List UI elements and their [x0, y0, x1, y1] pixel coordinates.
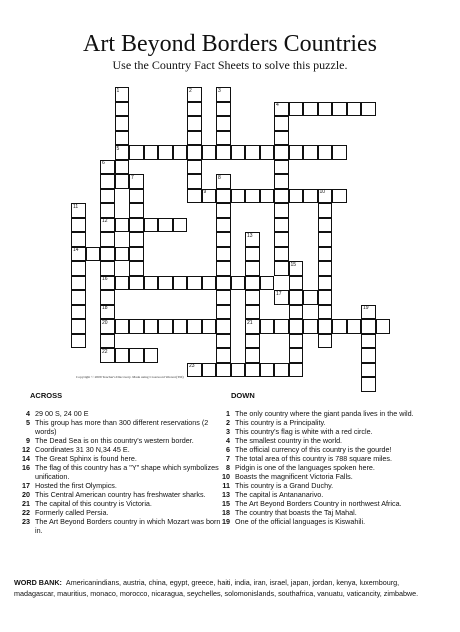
down-clue [216, 445, 441, 454]
grid-cell[interactable] [216, 247, 231, 262]
grid-cell[interactable] [274, 290, 289, 305]
grid-cell[interactable] [71, 290, 86, 305]
grid-cell[interactable] [303, 145, 318, 160]
clue-number: 4 [226, 436, 230, 445]
grid-cell[interactable] [100, 290, 115, 305]
grid-cell[interactable] [361, 102, 376, 117]
grid-cell[interactable] [71, 232, 86, 247]
down-clue [216, 454, 441, 463]
grid-cell[interactable] [187, 189, 202, 204]
cell-number: 23 [189, 363, 195, 369]
grid-cell[interactable] [129, 218, 144, 233]
cell-number: 13 [247, 232, 253, 239]
clue-text: The Art Beyond Borders country in which Mozart was born in. [35, 517, 221, 535]
across-clue [16, 490, 221, 499]
grid-cell[interactable] [216, 174, 231, 189]
grid-cell[interactable] [274, 116, 289, 131]
across-clue [16, 481, 221, 490]
clue-text: This country is a Grand Duchy. [235, 481, 334, 490]
grid-cell[interactable] [129, 203, 144, 218]
grid-cell[interactable] [332, 189, 347, 204]
cell-number: 21 [247, 319, 253, 326]
grid-cell[interactable] [115, 247, 130, 262]
grid-cell[interactable] [289, 319, 304, 334]
grid-cell[interactable] [245, 189, 260, 204]
grid-cell[interactable] [86, 247, 101, 262]
puzzle-subtitle: Use the Country Fact Sheets to solve this puzzle. [112, 58, 348, 72]
clue-number: 8 [226, 463, 230, 472]
grid-cell[interactable] [115, 174, 130, 189]
grid-cell[interactable] [144, 348, 159, 363]
down-clue [216, 427, 441, 436]
grid-cell[interactable] [173, 319, 188, 334]
grid-cell[interactable] [231, 363, 246, 378]
cell-number: 12 [102, 218, 108, 224]
down-clue [216, 409, 441, 418]
grid-cell[interactable] [318, 145, 333, 160]
grid-cell[interactable] [71, 218, 86, 233]
clue-number: 17 [22, 481, 30, 490]
grid-cell[interactable] [361, 334, 376, 349]
grid-cell[interactable] [361, 348, 376, 363]
grid-cell[interactable] [129, 276, 144, 291]
clue-text: The capital of this country is Victoria. [35, 499, 152, 508]
clue-number: 18 [222, 508, 230, 517]
cell-number: 4 [276, 102, 279, 108]
grid-cell[interactable] [71, 261, 86, 276]
clue-number: 14 [22, 454, 30, 463]
down-clues [216, 409, 441, 526]
cell-number: 17 [276, 290, 282, 297]
grid-cell[interactable] [289, 261, 304, 276]
grid-cell[interactable] [129, 145, 144, 160]
clue-number: 21 [22, 499, 30, 508]
across-clue [16, 463, 221, 481]
clue-text: The only country where the giant panda lives in the wild. [235, 409, 414, 418]
word-bank-label: WORD BANK: [14, 578, 62, 587]
grid-cell[interactable] [216, 189, 231, 204]
grid-cell[interactable] [231, 145, 246, 160]
across-clue [16, 517, 221, 535]
grid-cell[interactable] [71, 319, 86, 334]
grid-cell[interactable] [100, 334, 115, 349]
grid-cell[interactable] [231, 276, 246, 291]
cell-number: 15 [290, 261, 297, 268]
across-heading: ACROSS [30, 391, 63, 400]
grid-cell[interactable] [129, 348, 144, 363]
across-clue [16, 499, 221, 508]
grid-cell[interactable] [129, 174, 144, 189]
grid-cell[interactable] [144, 218, 159, 233]
grid-cell[interactable] [115, 131, 130, 146]
clue-number: 5 [26, 418, 30, 427]
grid-cell[interactable] [318, 102, 333, 117]
clue-number: 22 [22, 508, 30, 517]
grid-cell[interactable] [274, 232, 289, 247]
grid-cell[interactable] [274, 160, 289, 175]
grid-cell[interactable] [216, 276, 231, 291]
grid-cell[interactable] [158, 276, 173, 291]
grid-cell[interactable] [129, 232, 144, 247]
grid-cell[interactable] [274, 247, 289, 262]
clue-text: The Great Sphinx is found here. [35, 454, 137, 463]
grid-cell[interactable] [260, 276, 275, 291]
grid-cell[interactable] [100, 189, 115, 204]
grid-cell[interactable] [289, 145, 304, 160]
clue-text: The official currency of this country is the gourde! [235, 445, 392, 454]
grid-cell[interactable] [289, 276, 304, 291]
grid-cell[interactable] [216, 348, 231, 363]
grid-cell[interactable] [245, 232, 260, 247]
clue-number: 3 [226, 427, 230, 436]
grid-cell[interactable] [245, 334, 260, 349]
grid-cell[interactable] [216, 319, 231, 334]
clue-text: This group has more than 300 different reservations (2 words) [35, 418, 209, 436]
grid-cell[interactable] [318, 276, 333, 291]
grid-cell[interactable] [245, 348, 260, 363]
grid-cell[interactable] [202, 276, 217, 291]
grid-cell[interactable] [129, 189, 144, 204]
grid-cell[interactable] [376, 319, 391, 334]
grid-cell[interactable] [129, 247, 144, 262]
grid-cell[interactable] [202, 319, 217, 334]
grid-cell[interactable] [245, 305, 260, 320]
down-clue [216, 472, 441, 481]
cell-number: 18 [102, 305, 108, 311]
across-clue [16, 454, 221, 463]
across-clues [16, 409, 221, 535]
cell-number: 22 [102, 348, 108, 355]
grid-cell[interactable] [187, 363, 202, 378]
grid-cell[interactable] [100, 160, 115, 175]
grid-cell[interactable] [115, 87, 130, 102]
clue-text: Pidgin is one of the languages spoken here. [235, 463, 375, 472]
grid-cell[interactable] [318, 203, 333, 218]
grid-cell[interactable] [173, 276, 188, 291]
grid-cell[interactable] [274, 145, 289, 160]
cell-number: 20 [102, 319, 108, 326]
cell-number: 8 [218, 174, 221, 181]
clue-number: 7 [226, 454, 230, 463]
clue-text: 29 00 S, 24 00 E [35, 409, 89, 418]
cell-number: 9 [203, 189, 207, 195]
grid-cell[interactable] [318, 218, 333, 233]
clue-text: This Central American country has freshwater sharks. [35, 490, 206, 499]
grid-cell[interactable] [332, 319, 347, 334]
grid-cell[interactable] [289, 102, 304, 117]
grid-cell[interactable] [129, 261, 144, 276]
grid-cell[interactable] [129, 319, 144, 334]
grid-cell[interactable] [187, 116, 202, 131]
across-clue [16, 508, 221, 517]
grid-cell[interactable] [245, 290, 260, 305]
down-clue [216, 418, 441, 427]
down-clue [216, 517, 441, 526]
clue-number: 11 [222, 481, 230, 490]
across-clue [16, 436, 221, 445]
cell-number: 11 [73, 203, 79, 210]
grid-cell[interactable] [274, 174, 289, 189]
down-clue [216, 436, 441, 445]
grid-cell[interactable] [231, 189, 246, 204]
down-clue [216, 463, 441, 472]
grid-cell[interactable] [361, 305, 376, 320]
clue-number: 2 [226, 418, 230, 427]
clue-number: 4 [26, 409, 30, 418]
clue-text: Hosted the first Olympics. [35, 481, 117, 490]
grid-cell[interactable] [318, 232, 333, 247]
word-bank-words: Americanindians, austria, china, egypt, greece, haiti, india, iran, israel, japan, jordan, kenya, luxembourg, madagascar, mauritius, monaco, morocco, nicaragua, seychelles, solomonislands, southafrica, vanuatu, vaticancity, zimbabwe. [14, 578, 419, 598]
grid-cell[interactable] [216, 102, 231, 117]
down-clue [216, 481, 441, 490]
cell-number: 3 [218, 87, 221, 94]
grid-cell[interactable] [303, 319, 318, 334]
across-clue [16, 418, 221, 436]
clue-text: One of the official languages is Kiswahili. [235, 517, 366, 526]
grid-cell[interactable] [71, 203, 86, 218]
grid-cell[interactable] [216, 363, 231, 378]
clue-number: 6 [226, 445, 230, 454]
grid-cell[interactable] [100, 261, 115, 276]
cell-number: 19 [363, 305, 369, 311]
clue-text: The Dead Sea is on this country's western border. [35, 436, 194, 445]
grid-cell[interactable] [216, 334, 231, 349]
grid-cell[interactable] [100, 276, 115, 291]
grid-cell[interactable] [289, 334, 304, 349]
grid-cell[interactable] [332, 145, 347, 160]
grid-cell[interactable] [260, 363, 275, 378]
grid-cell[interactable] [187, 102, 202, 117]
clue-text: This country is a Principality. [235, 418, 326, 427]
grid-cell[interactable] [216, 145, 231, 160]
grid-cell[interactable] [187, 319, 202, 334]
clue-number: 23 [22, 517, 30, 526]
grid-cell[interactable] [202, 145, 217, 160]
cell-number: 16 [102, 276, 108, 282]
cell-number: 14 [73, 247, 79, 253]
grid-cell[interactable] [158, 218, 173, 233]
grid-cell[interactable] [274, 261, 289, 276]
grid-cell[interactable] [71, 305, 86, 320]
clue-text: The smallest country in the world. [235, 436, 343, 445]
grid-cell[interactable] [274, 218, 289, 233]
grid-cell[interactable] [303, 290, 318, 305]
grid-cell[interactable] [115, 145, 130, 160]
grid-cell[interactable] [216, 203, 231, 218]
grid-cell[interactable] [71, 334, 86, 349]
grid-cell[interactable] [274, 102, 289, 117]
grid-cell[interactable] [115, 348, 130, 363]
down-clue [216, 508, 441, 517]
cell-number: 1 [116, 87, 120, 94]
cell-number: 7 [131, 174, 134, 181]
grid-cell[interactable] [115, 319, 130, 334]
clue-number: 19 [222, 517, 230, 526]
grid-cell[interactable] [187, 87, 202, 102]
grid-cell[interactable] [274, 363, 289, 378]
grid-cell[interactable] [187, 131, 202, 146]
grid-cell[interactable] [245, 261, 260, 276]
clue-text: Formerly called Persia. [35, 508, 109, 517]
grid-cell[interactable] [187, 160, 202, 175]
down-clue [216, 499, 441, 508]
grid-cell[interactable] [115, 102, 130, 117]
puzzle-title: Art Beyond Borders Countries [83, 31, 377, 57]
clue-text: The total area of this country is 788 square miles. [235, 454, 393, 463]
grid-cell[interactable] [318, 261, 333, 276]
grid-cell[interactable] [144, 145, 159, 160]
clue-text: The flag of this country has a "Y" shape which symbolizes unification. [35, 463, 219, 481]
down-clue [216, 490, 441, 499]
grid-cell[interactable] [100, 247, 115, 262]
cell-number: 5 [116, 145, 120, 152]
grid-cell[interactable] [216, 232, 231, 247]
clue-number: 12 [22, 445, 30, 454]
grid-cell[interactable] [318, 334, 333, 349]
grid-cell[interactable] [216, 305, 231, 320]
grid-cell[interactable] [100, 319, 115, 334]
clue-text: The Art Beyond Borders Country in northwest Africa. [235, 499, 402, 508]
grid-cell[interactable] [361, 319, 376, 334]
grid-cell[interactable] [274, 189, 289, 204]
grid-cell[interactable] [187, 145, 202, 160]
grid-cell[interactable] [144, 319, 159, 334]
cell-number: 6 [102, 160, 105, 166]
grid-cell[interactable] [71, 276, 86, 291]
grid-cell[interactable] [245, 247, 260, 262]
grid-cell[interactable] [289, 305, 304, 320]
grid-cell[interactable] [115, 218, 130, 233]
grid-cell[interactable] [158, 145, 173, 160]
grid-cell[interactable] [100, 232, 115, 247]
clue-number: 20 [22, 490, 30, 499]
grid-cell[interactable] [361, 363, 376, 378]
grid-cell[interactable] [216, 290, 231, 305]
grid-cell[interactable] [71, 247, 86, 262]
grid-cell[interactable] [274, 203, 289, 218]
grid-cell[interactable] [100, 305, 115, 320]
across-clue [16, 409, 221, 418]
across-clue [16, 445, 221, 454]
clue-text: Coordinates 31 30 N,34 45 E. [35, 445, 130, 454]
grid-cell[interactable] [158, 319, 173, 334]
clue-number: 1 [226, 409, 230, 418]
grid-cell[interactable] [144, 276, 159, 291]
clue-number: 9 [26, 436, 30, 445]
clue-text: Boasts the magnificent Victoria Falls. [235, 472, 353, 481]
grid-cell[interactable] [289, 189, 304, 204]
grid-cell[interactable] [245, 276, 260, 291]
clue-text: The country that boasts the Taj Mahal. [235, 508, 357, 517]
clue-text: The capital is Antananarivo. [235, 490, 324, 499]
grid-cell[interactable] [173, 218, 188, 233]
grid-cell[interactable] [100, 218, 115, 233]
grid-cell[interactable] [289, 290, 304, 305]
grid-cell[interactable] [347, 319, 362, 334]
clue-text: This country's flag is white with a red circle. [235, 427, 373, 436]
grid-cell[interactable] [245, 363, 260, 378]
grid-cell[interactable] [303, 102, 318, 117]
grid-cell[interactable] [245, 145, 260, 160]
down-heading: DOWN [231, 391, 255, 400]
grid-cell[interactable] [260, 319, 275, 334]
grid-cell[interactable] [303, 189, 318, 204]
clue-number: 16 [22, 463, 30, 472]
grid-cell[interactable] [216, 261, 231, 276]
grid-cell[interactable] [216, 116, 231, 131]
grid-cell[interactable] [260, 189, 275, 204]
grid-cell[interactable] [289, 348, 304, 363]
grid-cell[interactable] [361, 377, 376, 392]
grid-cell[interactable] [318, 189, 333, 204]
grid-cell[interactable] [187, 174, 202, 189]
grid-cell[interactable] [216, 87, 231, 102]
cell-number: 2 [189, 87, 192, 94]
grid-cell[interactable] [100, 174, 115, 189]
grid-cell[interactable] [274, 131, 289, 146]
grid-cell[interactable] [115, 276, 130, 291]
clue-number: 15 [222, 499, 230, 508]
grid-cell[interactable] [187, 276, 202, 291]
word-bank [14, 577, 434, 599]
clue-number: 13 [222, 490, 230, 499]
grid-cell[interactable] [202, 363, 217, 378]
grid-cell[interactable] [318, 290, 333, 305]
grid-cell[interactable] [274, 319, 289, 334]
grid-cell[interactable] [173, 145, 188, 160]
copyright-note: Copyright © 2009 Teacher's Discovery. Made using Crossword Weaver(TM) [76, 375, 184, 379]
grid-cell[interactable] [216, 218, 231, 233]
grid-cell[interactable] [318, 305, 333, 320]
cell-number: 10 [319, 189, 326, 195]
grid-cell[interactable] [260, 145, 275, 160]
grid-cell[interactable] [318, 247, 333, 262]
grid-cell[interactable] [245, 319, 260, 334]
grid-cell[interactable] [332, 102, 347, 117]
grid-cell[interactable] [347, 102, 362, 117]
grid-cell[interactable] [289, 363, 304, 378]
grid-cell[interactable] [202, 189, 217, 204]
grid-cell[interactable] [115, 160, 130, 175]
grid-cell[interactable] [100, 348, 115, 363]
grid-cell[interactable] [318, 319, 333, 334]
grid-cell[interactable] [115, 116, 130, 131]
clue-number: 10 [222, 472, 230, 481]
grid-cell[interactable] [216, 131, 231, 146]
grid-cell[interactable] [100, 203, 115, 218]
